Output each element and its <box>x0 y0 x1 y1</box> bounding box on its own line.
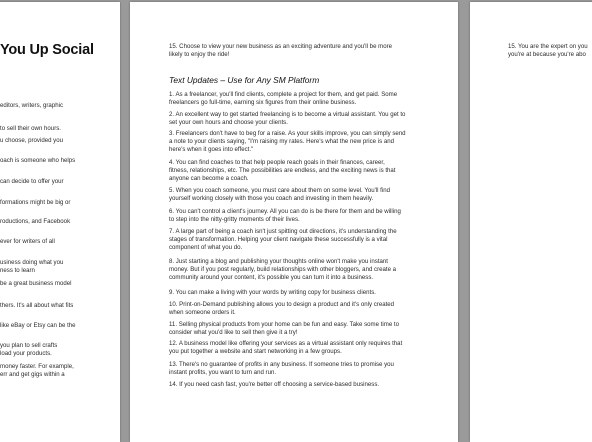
text-fragment: 15. You are the expert on you you're at because you're abo <box>508 43 588 58</box>
list-item: 10. Print-on-Demand publishing allows you to design a product and it's only created when someone orders it. <box>169 301 395 316</box>
document-page-center <box>130 2 458 442</box>
list-item: 5. When you coach someone, you must care about them on some level. You'll find yourself working closely with those you coach and investing in them heavily. <box>169 187 391 202</box>
list-item: 9. You can make a living with your words by writing copy for business clients. <box>169 289 376 296</box>
list-item: 8. Just starting a blog and publishing your thoughts online won't make you instant money. But if you post regularly, build relationships with other bloggers, and create a community around your content, it's possible you can turn it into a business. <box>169 258 397 281</box>
document-page-right <box>470 2 592 442</box>
list-item: 4. You can find coaches to that help people reach goals in their finances, career, fitness, relationships, etc. The possibilities are endless, and the exciting news is that anyone can become a coach. <box>169 159 396 182</box>
text-fragment: be a great business model <box>0 280 72 287</box>
text-fragment: u choose, provided you <box>0 137 64 144</box>
list-item: 12. A business model like offering your services as a virtual assistant only requires that you put together a website and start networking in a few groups. <box>169 340 403 355</box>
text-fragment: oach is someone who helps <box>0 157 76 164</box>
text-fragment: like eBay or Etsy can be the <box>0 322 76 329</box>
list-item: 3. Freelancers don't have to beg for a raise. As your skills improve, you can simply send a note to your clients saying, "I'm raising my rates. Here's what the new price is and here's when it goes into effect." <box>169 130 406 153</box>
text-fragment: ever for writers of all <box>0 238 55 245</box>
page-heading: You Up Social <box>0 42 94 58</box>
text-fragment: can decide to offer your <box>0 178 64 185</box>
list-item: 14. If you need cash fast, you're better off choosing a service-based business. <box>169 381 380 388</box>
list-item: 6. You can't control a client's journey. All you can do is be there for them and be willing to step into the nitty-gritty moments of their lives. <box>169 208 401 223</box>
document-page-left <box>0 2 120 442</box>
section-heading: Text Updates – Use for Any SM Platform <box>169 75 320 85</box>
text-fragment: roductions, and Facebook <box>0 218 71 225</box>
text-fragment: usiness doing what you ness to learn <box>0 259 64 274</box>
list-item: 13. There's no guarantee of profits in any business. If someone tries to promise you instant profits, you want to turn and run. <box>169 361 394 376</box>
text-fragment: you plan to sell crafts load your products. <box>0 342 58 357</box>
text-fragment: formations might be big or <box>0 199 71 206</box>
text-fragment: editors, writers, graphic <box>0 102 63 109</box>
list-item: 11. Selling physical products from your home can be fun and easy. Take some time to consider what you'd like to sell then give it a try! <box>169 321 399 336</box>
list-item: 1. As a freelancer, you'll find clients, complete a project for them, and get paid. Some freelancers go full-time, earning six figures from their online business. <box>169 91 398 106</box>
text-fragment: thers. It's all about what fits <box>0 302 74 309</box>
text-fragment: money faster. For example, err and get gigs within a <box>0 363 74 378</box>
intro-paragraph: 15. Choose to view your new business as an exciting adventure and you'll be more likely to enjoy the ride! <box>169 43 393 58</box>
list-item: 2. An excellent way to get started freelancing is to become a virtual assistant. You get to set your own hours and choose your clients. <box>169 111 406 126</box>
text-fragment: to sell their own hours. <box>0 125 61 132</box>
list-item: 7. A large part of being a coach isn't just spitting out directions, it's understanding the stages of transformation. Helping your client navigate these successfully is a vital component of what you do. <box>169 228 397 251</box>
